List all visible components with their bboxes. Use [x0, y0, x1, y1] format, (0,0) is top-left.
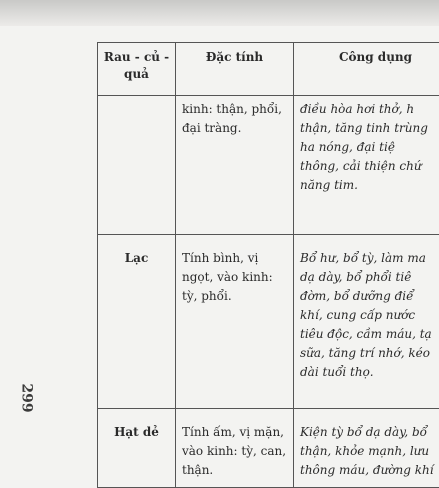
use-line: Kiện tỳ bổ dạ dày, bổ: [300, 423, 439, 442]
use-line: sữa, tăng trí nhớ, kéo: [300, 344, 439, 363]
header-vegetable: Rau - củ - quả: [98, 43, 176, 96]
row-property: Tính ấm, vị mặn, vào kinh: tỳ, can, thận.: [176, 409, 294, 488]
row-uses: [294, 235, 439, 409]
page-top-shadow: [0, 0, 439, 26]
header-property: Đặc tính: [176, 43, 294, 96]
use-line: điều hòa hơi thở, h: [300, 100, 439, 119]
row-name: Hạt dẻ: [98, 409, 176, 488]
row-uses: [294, 96, 439, 235]
use-line: thận, tăng tinh trùng: [300, 119, 439, 138]
use-line: dạ dày, bổ phổi tiê: [300, 268, 439, 287]
use-line: năng tim.: [300, 176, 439, 195]
use-line: dài tuổi thọ.: [300, 363, 439, 382]
use-line: thận, khỏe mạnh, lưu: [300, 442, 439, 461]
header-uses: Công dụng: [294, 43, 439, 96]
row-property: Tính bình, vị ngọt, vào kinh: tỳ, phổi.: [176, 235, 294, 409]
use-line: đờm, bổ dưỡng điể: [300, 287, 439, 306]
table-header-row: [98, 43, 439, 96]
table-row: [98, 96, 439, 235]
row-property: kinh: thận, phổi, đại tràng.: [176, 96, 294, 235]
row-uses: [294, 409, 439, 488]
row-name: [98, 96, 176, 235]
use-line: ha nóng, đại tiệ: [300, 138, 439, 157]
use-line: Bổ hư, bổ tỳ, làm ma: [300, 249, 439, 268]
row-name: Lạc: [98, 235, 176, 409]
use-line: khí, cung cấp nước: [300, 306, 439, 325]
table-row: [98, 409, 439, 488]
use-line: thông, cải thiện chứ: [300, 157, 439, 176]
use-line: tiêu độc, cầm máu, tạ: [300, 325, 439, 344]
page-number: 299: [19, 383, 35, 412]
use-line: thông máu, đường khí: [300, 461, 439, 480]
table-row: [98, 235, 439, 409]
herbal-properties-table: [97, 42, 439, 488]
